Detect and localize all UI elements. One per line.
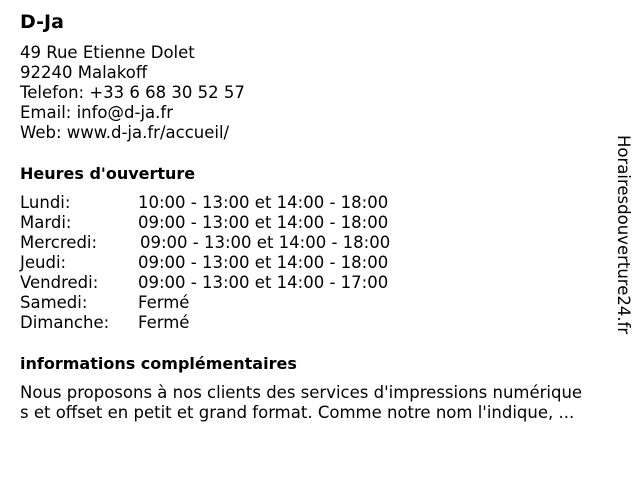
day-hours: Fermé (138, 293, 190, 312)
opening-hours-heading: Heures d'ouverture (20, 164, 196, 183)
day-label: Mercredi: (20, 233, 98, 252)
day-hours: 09:00 - 13:00 et 14:00 - 17:00 (138, 273, 389, 292)
additional-info-heading: informations complémentaires (20, 354, 297, 373)
site-watermark: Horairesdouverture24.fr (614, 135, 633, 335)
contact-block (20, 43, 245, 143)
day-label: Lundi: (20, 193, 71, 212)
website-url: Web: www.d-ja.fr/accueil/ (20, 123, 230, 142)
phone-number: Telefon: +33 6 68 30 52 57 (20, 83, 245, 102)
day-hours: 09:00 - 13:00 et 14:00 - 18:00 (138, 253, 389, 272)
day-hours: 09:00 - 13:00 et 14:00 - 18:00 (138, 213, 389, 232)
address-street: 49 Rue Etienne Dolet (20, 43, 195, 62)
day-hours: Fermé (138, 313, 190, 332)
email-address: Email: info@d-ja.fr (20, 103, 173, 122)
day-label: Vendredi: (20, 273, 99, 292)
address-city: 92240 Malakoff (20, 63, 148, 82)
day-hours: 09:00 - 13:00 et 14:00 - 18:00 (140, 233, 391, 252)
day-label: Dimanche: (20, 313, 110, 332)
description-line: s et offset en petit et grand format. Comme notre nom l'indique, ... (20, 403, 575, 422)
description-line: Nous proposons à nos clients des services d'impressions numérique (20, 383, 583, 402)
day-hours: 10:00 - 13:00 et 14:00 - 18:00 (138, 193, 389, 212)
additional-info-text (20, 383, 620, 423)
day-label: Mardi: (20, 213, 72, 232)
day-label: Samedi: (20, 293, 88, 312)
day-label: Jeudi: (20, 253, 67, 272)
business-name: D-Ja (20, 11, 64, 33)
